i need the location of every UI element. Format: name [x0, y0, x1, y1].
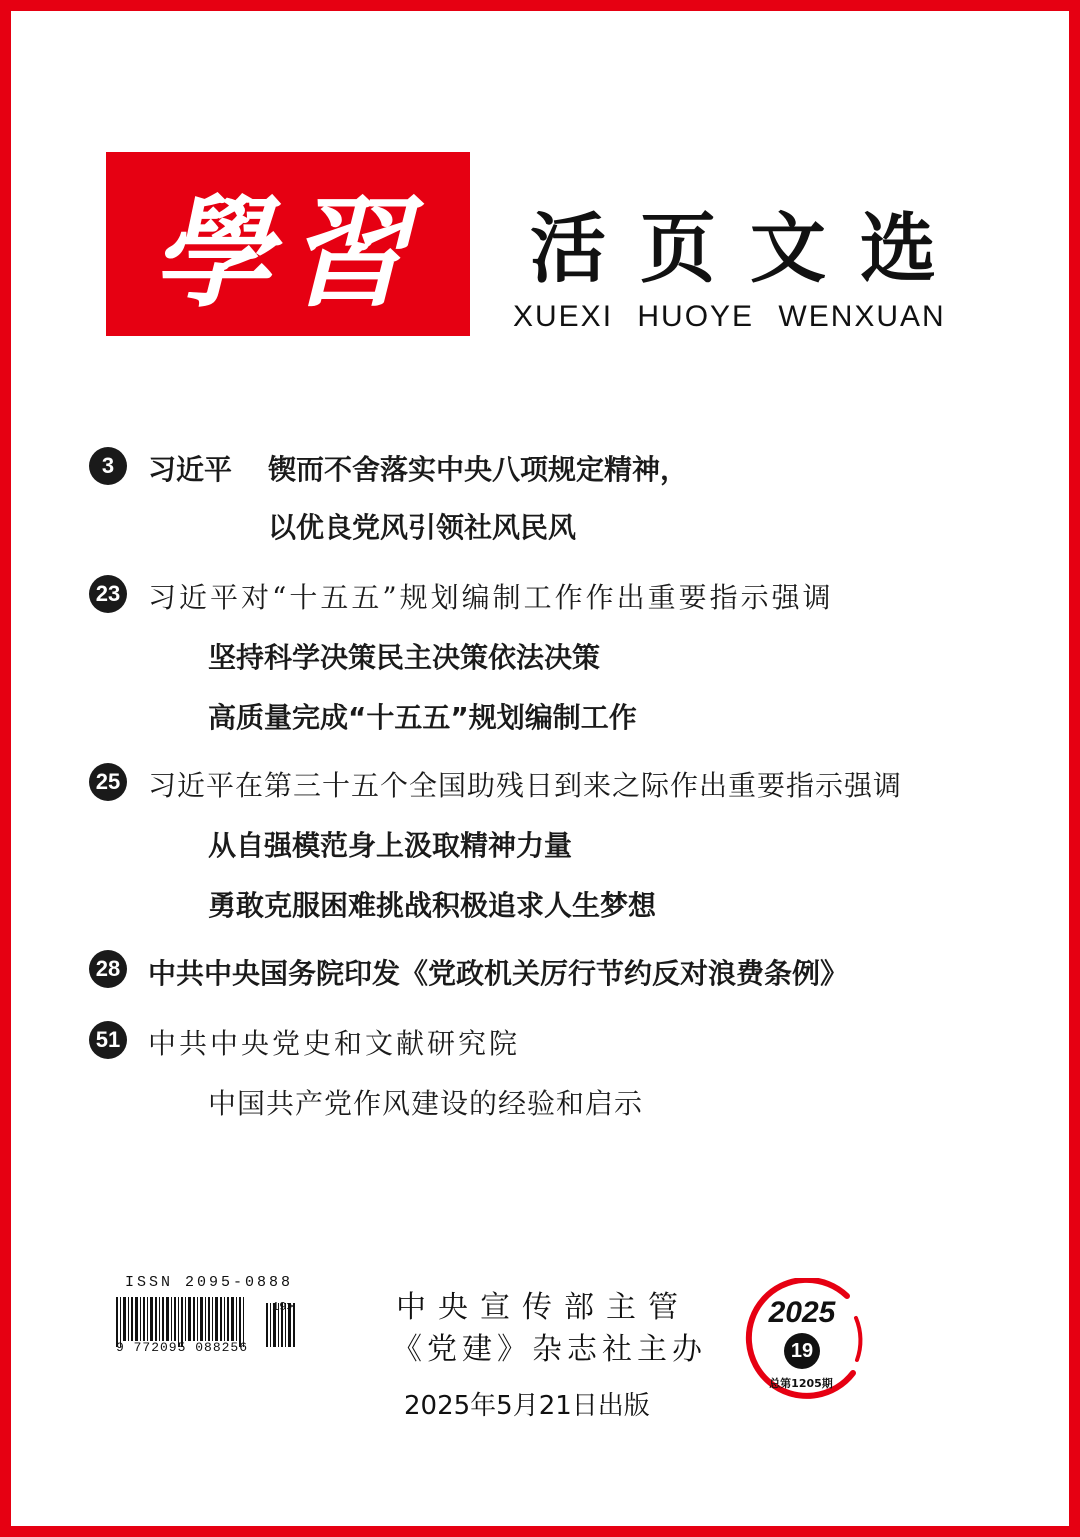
- toc-title-line: 勇敢克服困难挑战积极追求人生梦想: [208, 889, 657, 922]
- toc-title-line: 以优良党风引领社风民风: [268, 511, 577, 544]
- page-number-badge: 51: [89, 1021, 127, 1059]
- supervisor-line: 中央宣传部主管: [396, 1290, 690, 1325]
- issue-year: 2025: [768, 1296, 836, 1329]
- magazine-title-pinyin: XUEXI HUOYE WENXUAN: [513, 300, 946, 333]
- toc-author: 中共中央党史和文献研究院: [148, 1027, 521, 1060]
- toc-lead-line: 习近平对“十五五”规划编制工作作出重要指示强调: [148, 581, 834, 614]
- masthead-logo: [106, 152, 470, 336]
- barcode-addon: 19>: [272, 1300, 294, 1314]
- page-number-badge: 3: [89, 447, 127, 485]
- barcode-digits: 9 772095 088256: [116, 1340, 249, 1355]
- toc-lead-line: 习近平在第三十五个全国助残日到来之际作出重要指示强调: [148, 769, 903, 802]
- issue-total: 总第1205期: [769, 1377, 833, 1390]
- publish-date: 2025年5月21日出版: [404, 1391, 650, 1421]
- toc-title-line: 从自强模范身上汲取精神力量: [208, 829, 573, 862]
- page-number-badge: 25: [89, 763, 127, 801]
- issn-number: ISSN 2095-0888: [125, 1274, 294, 1291]
- toc-title-line: 高质量完成“十五五”规划编制工作: [208, 701, 637, 734]
- page-number-badge: 28: [89, 950, 127, 988]
- publisher-line: 《党建》杂志社主办: [392, 1332, 707, 1367]
- toc-author: 习近平: [148, 453, 233, 486]
- toc-title-line: 中国共产党作风建设的经验和启示: [208, 1087, 644, 1120]
- toc-title-line: 中共中央国务院印发《党政机关厉行节约反对浪费条例》: [148, 957, 849, 990]
- page-number-badge: 23: [89, 575, 127, 613]
- toc-title-line: 锲而不舍落实中央八项规定精神，: [268, 453, 689, 486]
- logo-calligraphy: 學習: [152, 183, 424, 324]
- toc-title-line: 坚持科学决策民主决策依法决策: [208, 641, 601, 674]
- magazine-title: 活页文选: [530, 204, 970, 293]
- issue-number: 19: [784, 1333, 820, 1369]
